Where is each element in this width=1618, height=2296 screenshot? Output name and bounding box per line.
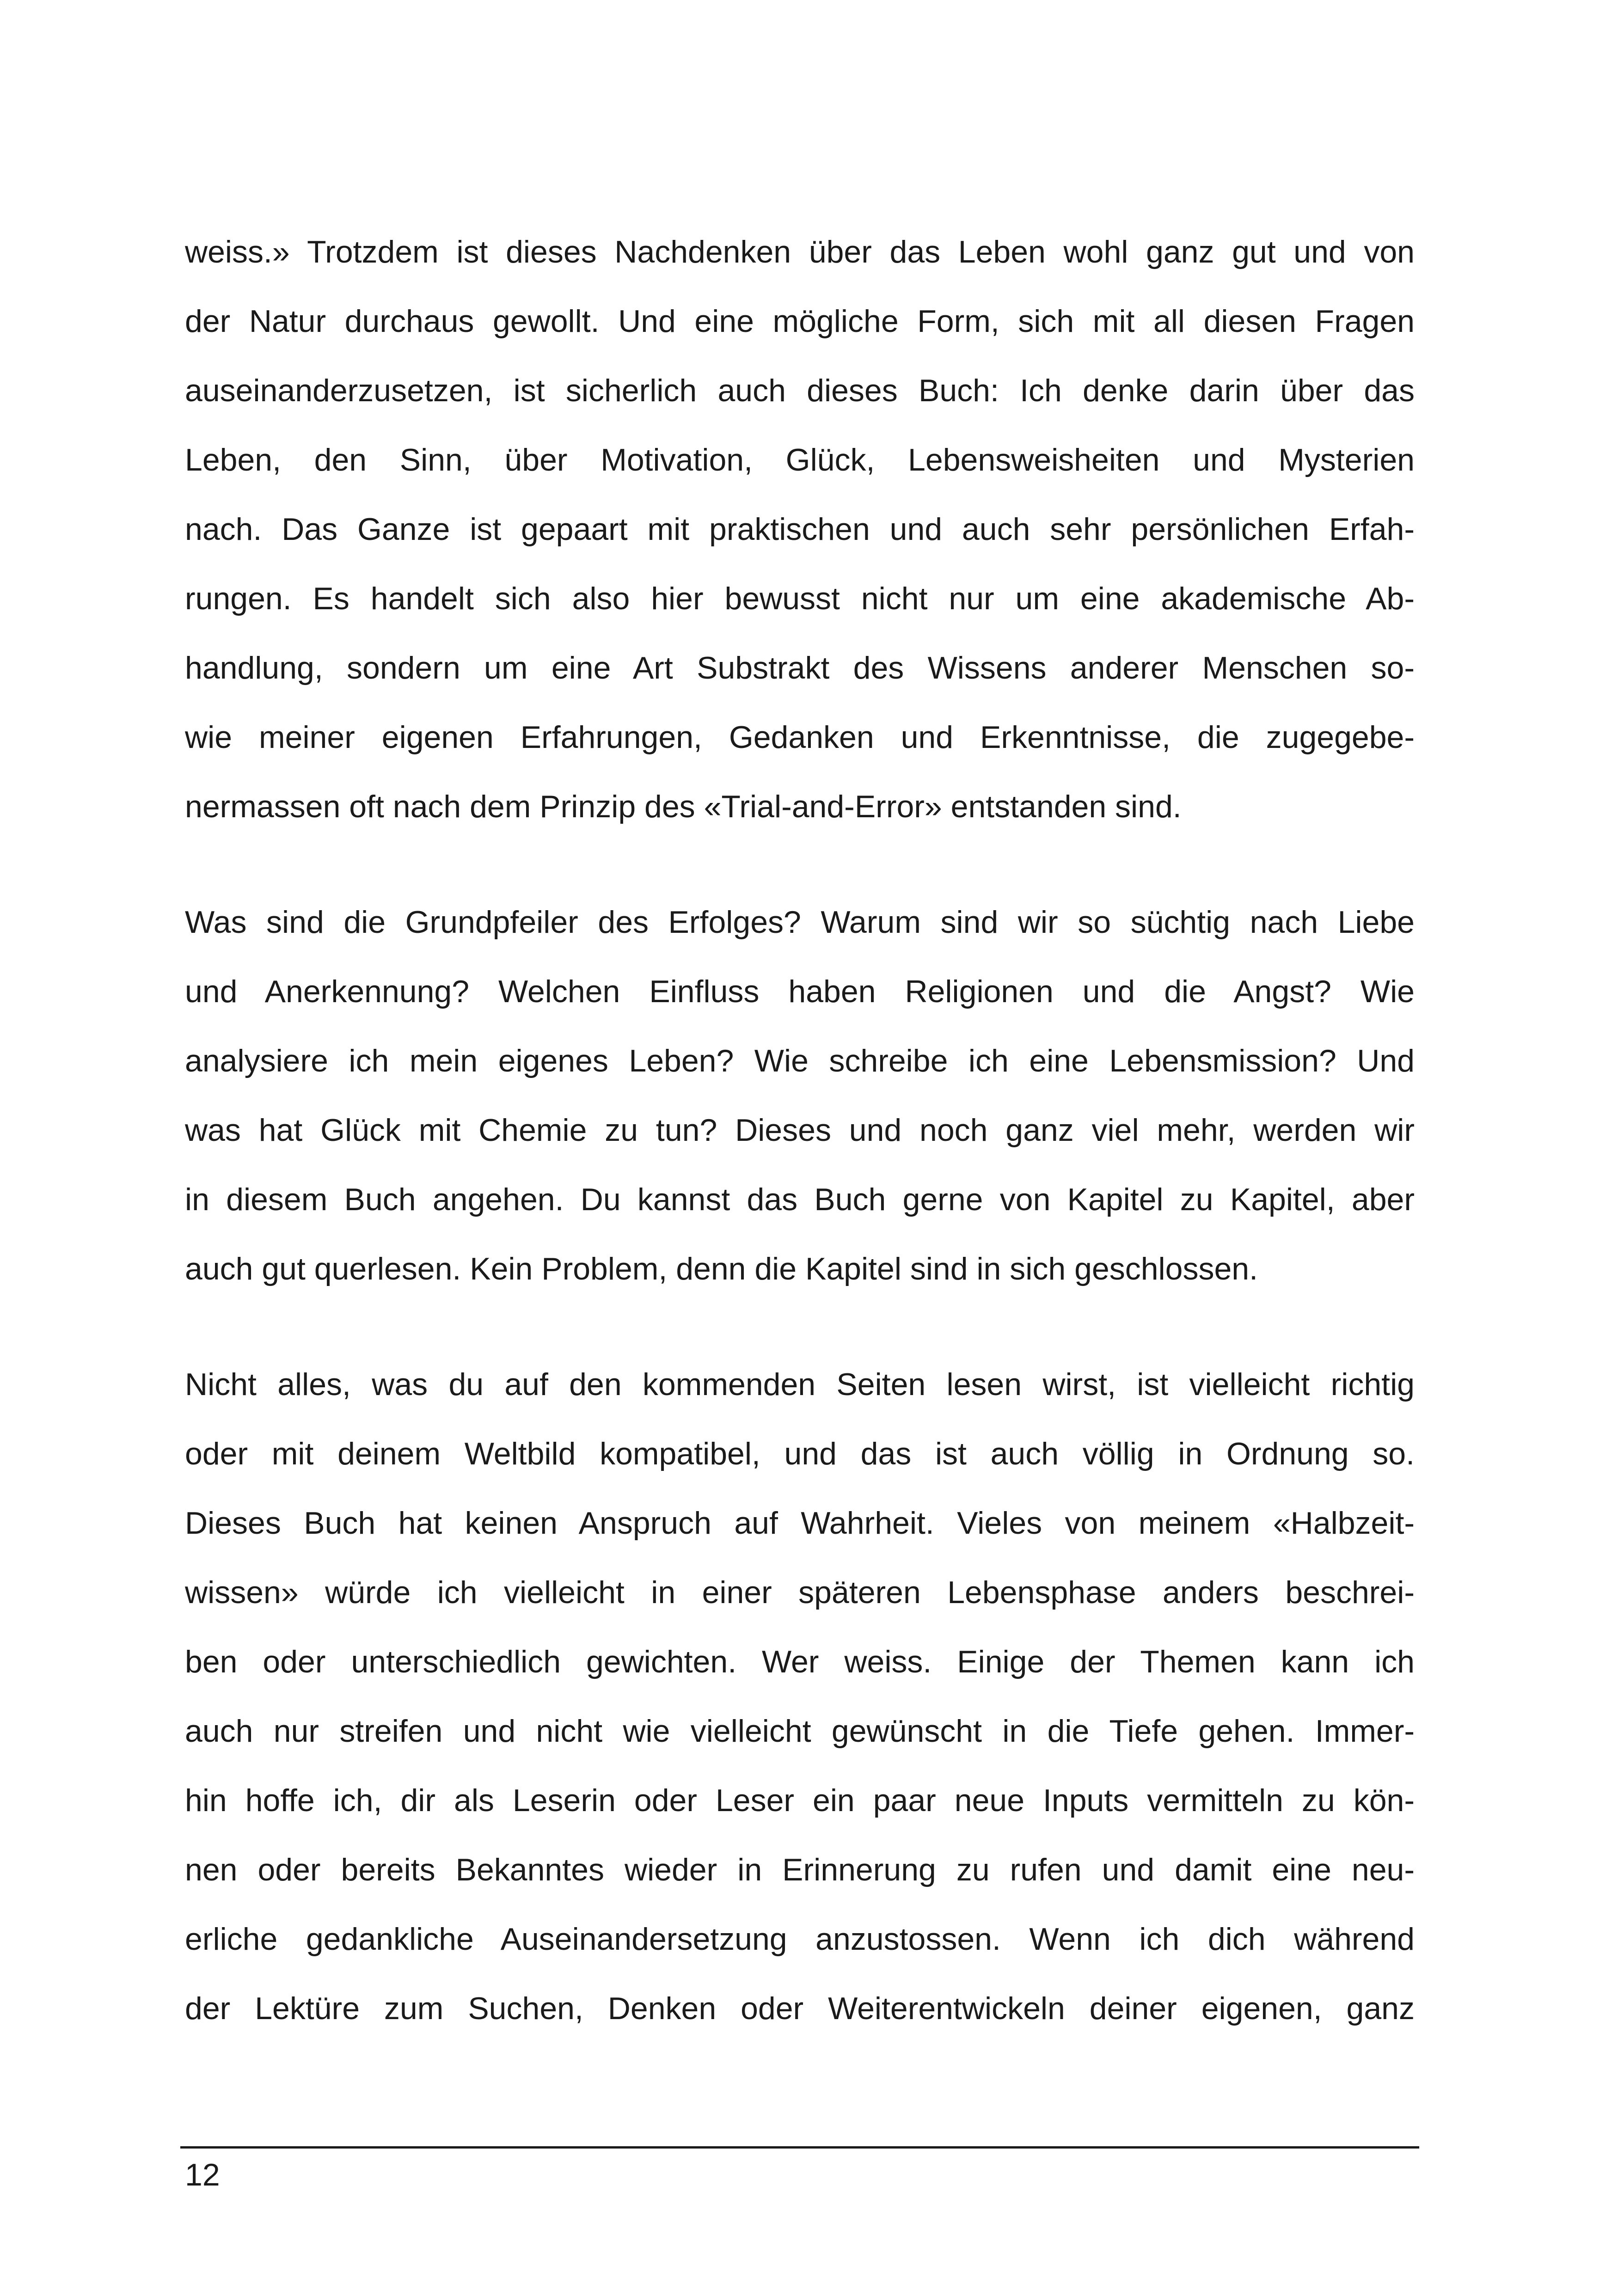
footer-divider [180,2146,1419,2149]
paragraph-1 [185,217,1415,841]
body-text [185,217,1415,2043]
paragraph-3 [185,1350,1415,2043]
text-line: analysiere ich mein eigenes Leben? Wie schreibe ich eine Lebensmission? Und [185,1043,1415,1078]
text-line: auseinanderzusetzen, ist sicherlich auch dieses Buch: Ich denke darin über das [185,373,1415,408]
text-line: weiss.» Trotzdem ist dieses Nachdenken über das Leben wohl ganz gut und von [185,234,1415,269]
text-line: wie meiner eigenen Erfahrungen, Gedanken und Erkenntnisse, die zugegebe- [185,720,1415,755]
text-line: Dieses Buch hat keinen Anspruch auf Wahrheit. Vieles von meinem «Halbzeit- [185,1506,1415,1541]
text-line: oder mit deinem Weltbild kompatibel, und das ist auch völlig in Ordnung so. [185,1436,1415,1471]
text-line: ben oder unterschiedlich gewichten. Wer weiss. Einige der Themen kann ich [185,1644,1415,1679]
text-line: handlung, sondern um eine Art Substrakt des Wissens anderer Menschen so- [185,650,1415,686]
text-line: in diesem Buch angehen. Du kannst das Buch gerne von Kapitel zu Kapitel, aber [185,1182,1415,1217]
text-line: der Natur durchaus gewollt. Und eine mögliche Form, sich mit all diesen Fragen [185,304,1415,339]
text-line: Nicht alles, was du auf den kommenden Seiten lesen wirst, ist vielleicht richtig [185,1367,1415,1402]
text-line: der Lektüre zum Suchen, Denken oder Weiterentwickeln deiner eigenen, ganz [185,1991,1415,2026]
text-line: nach. Das Ganze ist gepaart mit praktischen und auch sehr persönlichen Erfah- [185,512,1415,547]
text-line: nermassen oft nach dem Prinzip des «Trial-and-Error» entstanden sind. [185,789,1182,824]
text-line: nen oder bereits Bekanntes wieder in Erinnerung zu rufen und damit eine neu- [185,1852,1415,1887]
text-line: und Anerkennung? Welchen Einfluss haben Religionen und die Angst? Wie [185,974,1415,1009]
text-line: erliche gedankliche Auseinandersetzung anzustossen. Wenn ich dich während [185,1922,1415,1957]
text-line: Leben, den Sinn, über Motivation, Glück, Lebensweisheiten und Mysterien [185,442,1415,478]
text-line: auch gut querlesen. Kein Problem, denn die Kapitel sind in sich geschlossen. [185,1251,1258,1286]
page-number: 12 [185,2157,220,2192]
text-line: was hat Glück mit Chemie zu tun? Dieses und noch ganz viel mehr, werden wir [185,1113,1415,1148]
text-line: wissen» würde ich vielleicht in einer späteren Lebensphase anders beschrei- [185,1575,1415,1610]
text-line: rungen. Es handelt sich also hier bewusst nicht nur um eine akademische Ab- [185,581,1415,616]
paragraph-2 [185,888,1415,1304]
text-line: hin hoffe ich, dir als Leserin oder Leser ein paar neue Inputs vermitteln zu kön- [185,1783,1415,1818]
text-line: Was sind die Grundpfeiler des Erfolges? Warum sind wir so süchtig nach Liebe [185,905,1415,940]
text-line: auch nur streifen und nicht wie vielleicht gewünscht in die Tiefe gehen. Immer- [185,1714,1415,1749]
